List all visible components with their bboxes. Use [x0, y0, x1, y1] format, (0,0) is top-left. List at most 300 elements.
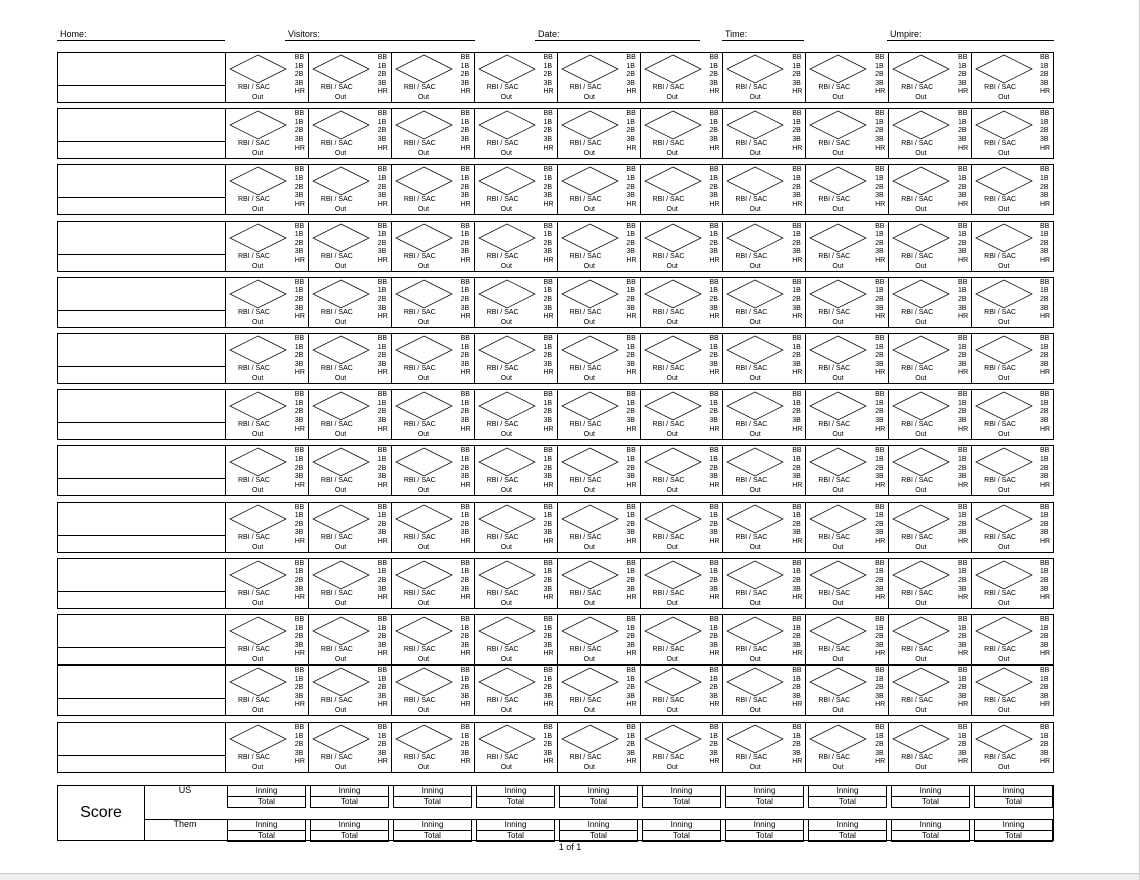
- hit-type-label[interactable]: BB: [377, 616, 388, 623]
- hit-type-label[interactable]: 1B: [294, 624, 304, 632]
- hit-type-label[interactable]: 3B: [875, 585, 884, 593]
- hit-type-label[interactable]: 1B: [294, 568, 304, 576]
- hit-type-label[interactable]: BB: [709, 110, 719, 118]
- out-label[interactable]: Out: [583, 150, 595, 158]
- rbi-sac-label[interactable]: RBI / SAC: [901, 533, 934, 541]
- out-label[interactable]: Out: [832, 656, 844, 663]
- hit-type-label[interactable]: 2B: [958, 684, 967, 692]
- rbi-sac-label[interactable]: RBI / SAC: [652, 646, 685, 653]
- at-bat-cell[interactable]: [308, 389, 391, 440]
- out-label[interactable]: Out: [915, 206, 927, 214]
- hit-type-label[interactable]: HR: [1039, 425, 1051, 433]
- hit-type-label[interactable]: HR: [626, 481, 637, 489]
- hit-type-label[interactable]: 3B: [460, 473, 470, 481]
- hit-type-label[interactable]: 2B: [958, 576, 967, 584]
- out-label[interactable]: Out: [749, 262, 761, 270]
- rbi-sac-label[interactable]: RBI / SAC: [320, 646, 353, 653]
- hit-type-label[interactable]: 2B: [709, 576, 718, 584]
- hit-type-label[interactable]: HR: [543, 537, 554, 545]
- hit-type-label[interactable]: BB: [543, 166, 553, 174]
- hit-type-label[interactable]: 2B: [1039, 127, 1049, 135]
- hit-type-label[interactable]: HR: [460, 88, 471, 96]
- at-bat-cell[interactable]: [391, 389, 474, 440]
- out-label[interactable]: Out: [334, 262, 347, 270]
- out-label[interactable]: Out: [252, 764, 264, 771]
- hit-type-label[interactable]: HR: [460, 256, 471, 264]
- hit-type-label[interactable]: 2B: [626, 127, 635, 135]
- hit-type-label[interactable]: BB: [958, 222, 968, 230]
- hit-type-label[interactable]: 1B: [875, 455, 884, 463]
- hit-type-label[interactable]: 3B: [294, 248, 304, 256]
- hit-type-label[interactable]: 3B: [626, 585, 635, 593]
- hit-type-label[interactable]: 2B: [626, 633, 635, 641]
- rbi-sac-label[interactable]: RBI / SAC: [486, 421, 519, 429]
- at-bat-cell[interactable]: [640, 722, 723, 773]
- hit-type-label[interactable]: 3B: [958, 360, 967, 368]
- rbi-sac-label[interactable]: RBI / SAC: [818, 646, 851, 653]
- hit-type-label[interactable]: 3B: [626, 529, 635, 537]
- hit-type-label[interactable]: 3B: [543, 135, 553, 143]
- rbi-sac-label[interactable]: RBI / SAC: [569, 754, 602, 761]
- rbi-sac-label[interactable]: RBI / SAC: [818, 308, 851, 316]
- out-label[interactable]: Out: [583, 206, 595, 214]
- hit-type-label[interactable]: 2B: [875, 127, 884, 135]
- out-label[interactable]: Out: [252, 206, 264, 214]
- hit-type-label[interactable]: 2B: [792, 633, 801, 641]
- hit-type-label[interactable]: HR: [377, 88, 388, 96]
- out-label[interactable]: Out: [252, 94, 264, 101]
- hit-type-label[interactable]: BB: [460, 391, 470, 399]
- hit-type-label[interactable]: BB: [543, 278, 553, 286]
- score-box[interactable]: [310, 819, 389, 841]
- hit-type-label[interactable]: 1B: [377, 455, 387, 463]
- hit-type-label[interactable]: 3B: [294, 135, 304, 143]
- out-label[interactable]: Out: [417, 262, 430, 270]
- hit-type-label[interactable]: BB: [377, 110, 388, 118]
- hit-type-label[interactable]: BB: [377, 667, 388, 674]
- hit-type-label[interactable]: HR: [709, 594, 720, 602]
- out-label[interactable]: Out: [500, 150, 513, 158]
- hit-type-label[interactable]: HR: [709, 701, 720, 709]
- out-label[interactable]: Out: [749, 431, 761, 439]
- hit-type-label[interactable]: HR: [1039, 594, 1051, 602]
- rbi-sac-label[interactable]: RBI / SAC: [818, 697, 851, 704]
- hit-type-label[interactable]: BB: [1039, 503, 1050, 511]
- rbi-sac-label[interactable]: RBI / SAC: [652, 697, 685, 704]
- hit-type-label[interactable]: 2B: [709, 408, 718, 416]
- out-label[interactable]: Out: [998, 656, 1010, 663]
- hit-type-label[interactable]: 2B: [460, 127, 470, 135]
- hit-type-label[interactable]: HR: [294, 594, 305, 602]
- hit-type-label[interactable]: 3B: [958, 304, 967, 312]
- hit-type-label[interactable]: BB: [377, 391, 388, 399]
- hit-type-label[interactable]: 2B: [626, 520, 635, 528]
- out-label[interactable]: Out: [252, 150, 264, 158]
- hit-type-label[interactable]: 1B: [294, 174, 304, 182]
- hit-type-label[interactable]: 2B: [460, 684, 470, 692]
- at-bat-cell[interactable]: [888, 614, 971, 665]
- hit-type-label[interactable]: 1B: [875, 512, 884, 520]
- out-label[interactable]: Out: [583, 431, 595, 439]
- hit-type-label[interactable]: 3B: [377, 473, 387, 481]
- hit-type-label[interactable]: 2B: [626, 295, 635, 303]
- rbi-sac-label[interactable]: RBI / SAC: [486, 84, 519, 91]
- hit-type-label[interactable]: HR: [626, 701, 637, 709]
- at-bat-cell[interactable]: [474, 108, 557, 159]
- hit-type-label[interactable]: 3B: [294, 473, 304, 481]
- hit-type-label[interactable]: 3B: [460, 79, 470, 87]
- rbi-sac-label[interactable]: RBI / SAC: [403, 421, 436, 429]
- rbi-sac-label[interactable]: RBI / SAC: [320, 421, 353, 429]
- hit-type-label[interactable]: 1B: [460, 512, 470, 520]
- hit-type-label[interactable]: 3B: [626, 135, 635, 143]
- hit-type-label[interactable]: HR: [543, 144, 554, 152]
- out-label[interactable]: Out: [666, 262, 678, 270]
- at-bat-cell[interactable]: [722, 614, 805, 665]
- rbi-sac-label[interactable]: RBI / SAC: [984, 196, 1017, 204]
- hit-type-label[interactable]: HR: [294, 758, 305, 766]
- score-box[interactable]: [974, 819, 1053, 841]
- hit-type-label[interactable]: 2B: [543, 408, 553, 416]
- at-bat-cell[interactable]: [557, 52, 640, 103]
- out-label[interactable]: Out: [417, 707, 430, 714]
- hit-type-label[interactable]: HR: [709, 369, 720, 377]
- hit-type-label[interactable]: HR: [1039, 200, 1051, 208]
- rbi-sac-label[interactable]: RBI / SAC: [403, 477, 436, 485]
- rbi-sac-label[interactable]: RBI / SAC: [486, 589, 519, 597]
- hit-type-label[interactable]: BB: [543, 391, 553, 399]
- hit-type-label[interactable]: 2B: [958, 127, 967, 135]
- out-label[interactable]: Out: [500, 94, 513, 101]
- at-bat-cell[interactable]: [225, 722, 308, 773]
- hit-type-label[interactable]: 2B: [709, 71, 718, 79]
- at-bat-cell[interactable]: [474, 277, 557, 328]
- hit-type-label[interactable]: 1B: [543, 512, 553, 520]
- out-label[interactable]: Out: [666, 656, 678, 663]
- hit-type-label[interactable]: 1B: [377, 732, 387, 740]
- hit-type-label[interactable]: HR: [294, 369, 305, 377]
- hit-type-label[interactable]: 3B: [460, 304, 470, 312]
- at-bat-cell[interactable]: [474, 722, 557, 773]
- hit-type-label[interactable]: 2B: [1039, 71, 1049, 79]
- rbi-sac-label[interactable]: RBI / SAC: [320, 252, 353, 260]
- rbi-sac-label[interactable]: RBI / SAC: [486, 533, 519, 541]
- hit-type-label[interactable]: 3B: [792, 529, 801, 537]
- hit-type-label[interactable]: 1B: [543, 118, 553, 126]
- hit-type-label[interactable]: HR: [377, 650, 388, 658]
- hit-type-label[interactable]: BB: [875, 222, 885, 230]
- hit-type-label[interactable]: BB: [1039, 278, 1050, 286]
- at-bat-cell[interactable]: [474, 333, 557, 384]
- at-bat-cell[interactable]: [722, 558, 805, 609]
- at-bat-cell[interactable]: [474, 502, 557, 553]
- hit-type-label[interactable]: 3B: [1039, 749, 1049, 757]
- hit-type-label[interactable]: 2B: [709, 352, 718, 360]
- rbi-sac-label[interactable]: RBI / SAC: [984, 140, 1017, 148]
- at-bat-cell[interactable]: [557, 108, 640, 159]
- hit-type-label[interactable]: HR: [460, 200, 471, 208]
- hit-type-label[interactable]: HR: [958, 481, 969, 489]
- out-label[interactable]: Out: [749, 543, 761, 551]
- out-label[interactable]: Out: [832, 487, 844, 495]
- hit-type-label[interactable]: BB: [1039, 559, 1050, 567]
- hit-type-label[interactable]: 1B: [294, 399, 304, 407]
- rbi-sac-label[interactable]: RBI / SAC: [901, 252, 934, 260]
- hit-type-label[interactable]: 2B: [377, 684, 387, 692]
- hit-type-label[interactable]: HR: [377, 200, 388, 208]
- hit-type-label[interactable]: 2B: [1039, 576, 1049, 584]
- rbi-sac-label[interactable]: RBI / SAC: [238, 308, 270, 316]
- at-bat-cell[interactable]: [805, 445, 888, 496]
- hit-type-label[interactable]: HR: [709, 650, 720, 658]
- hit-type-label[interactable]: 1B: [1039, 732, 1049, 740]
- hit-type-label[interactable]: 2B: [792, 741, 801, 749]
- hit-type-label[interactable]: 2B: [626, 408, 635, 416]
- hit-type-label[interactable]: 2B: [1039, 239, 1049, 247]
- hit-type-label[interactable]: BB: [626, 724, 636, 731]
- hit-type-label[interactable]: 1B: [958, 455, 967, 463]
- rbi-sac-label[interactable]: RBI / SAC: [818, 533, 851, 541]
- hit-type-label[interactable]: BB: [792, 278, 802, 286]
- score-box[interactable]: [891, 785, 970, 807]
- hit-type-label[interactable]: 1B: [792, 455, 801, 463]
- hit-type-label[interactable]: HR: [626, 88, 637, 96]
- out-label[interactable]: Out: [417, 94, 430, 101]
- rbi-sac-label[interactable]: RBI / SAC: [569, 421, 602, 429]
- at-bat-cell[interactable]: [391, 277, 474, 328]
- hit-type-label[interactable]: 1B: [626, 343, 635, 351]
- hit-type-label[interactable]: 3B: [958, 79, 967, 87]
- rbi-sac-label[interactable]: RBI / SAC: [652, 533, 685, 541]
- out-label[interactable]: Out: [252, 656, 264, 663]
- score-box[interactable]: [642, 819, 721, 841]
- hit-type-label[interactable]: 3B: [543, 749, 553, 757]
- hit-type-label[interactable]: 1B: [626, 62, 635, 70]
- rbi-sac-label[interactable]: RBI / SAC: [984, 421, 1017, 429]
- hit-type-label[interactable]: 2B: [460, 464, 470, 472]
- hit-type-label[interactable]: HR: [626, 313, 637, 321]
- hit-type-label[interactable]: HR: [460, 701, 471, 709]
- batter-name-box[interactable]: [57, 333, 225, 384]
- rbi-sac-label[interactable]: RBI / SAC: [403, 196, 436, 204]
- home-field[interactable]: [57, 29, 225, 41]
- out-label[interactable]: Out: [417, 656, 430, 663]
- score-box[interactable]: [227, 785, 306, 807]
- rbi-sac-label[interactable]: RBI / SAC: [735, 589, 768, 597]
- hit-type-label[interactable]: 3B: [958, 473, 967, 481]
- hit-type-label[interactable]: 1B: [709, 568, 718, 576]
- hit-type-label[interactable]: 1B: [958, 399, 967, 407]
- hit-type-label[interactable]: HR: [958, 313, 969, 321]
- hit-type-label[interactable]: 1B: [875, 287, 884, 295]
- rbi-sac-label[interactable]: RBI / SAC: [984, 84, 1017, 91]
- hit-type-label[interactable]: HR: [626, 144, 637, 152]
- hit-type-label[interactable]: BB: [460, 166, 470, 174]
- at-bat-cell[interactable]: [722, 502, 805, 553]
- rbi-sac-label[interactable]: RBI / SAC: [901, 697, 934, 704]
- rbi-sac-label[interactable]: RBI / SAC: [569, 196, 602, 204]
- at-bat-cell[interactable]: [308, 52, 391, 103]
- rbi-sac-label[interactable]: RBI / SAC: [735, 754, 768, 761]
- hit-type-label[interactable]: HR: [377, 369, 388, 377]
- out-label[interactable]: Out: [666, 543, 678, 551]
- hit-type-label[interactable]: 1B: [709, 118, 718, 126]
- out-label[interactable]: Out: [998, 487, 1010, 495]
- hit-type-label[interactable]: 3B: [294, 641, 304, 649]
- hit-type-label[interactable]: 1B: [543, 568, 553, 576]
- hit-type-label[interactable]: 3B: [294, 192, 304, 200]
- hit-type-label[interactable]: HR: [958, 758, 969, 766]
- batter-name-box[interactable]: [57, 108, 225, 159]
- hit-type-label[interactable]: 2B: [626, 684, 635, 692]
- hit-type-label[interactable]: 1B: [1039, 399, 1049, 407]
- hit-type-label[interactable]: 2B: [543, 71, 553, 79]
- hit-type-label[interactable]: HR: [1039, 481, 1051, 489]
- at-bat-cell[interactable]: [888, 389, 971, 440]
- out-label[interactable]: Out: [749, 487, 761, 495]
- hit-type-label[interactable]: HR: [543, 758, 554, 766]
- hit-type-label[interactable]: 2B: [709, 127, 718, 135]
- hit-type-label[interactable]: 1B: [460, 174, 470, 182]
- hit-type-label[interactable]: 3B: [875, 135, 884, 143]
- hit-type-label[interactable]: 1B: [460, 62, 470, 70]
- out-label[interactable]: Out: [915, 94, 927, 101]
- rbi-sac-label[interactable]: RBI / SAC: [320, 754, 353, 761]
- hit-type-label[interactable]: HR: [377, 481, 388, 489]
- hit-type-label[interactable]: BB: [1039, 447, 1050, 455]
- hit-type-label[interactable]: 3B: [1039, 416, 1049, 424]
- rbi-sac-label[interactable]: RBI / SAC: [486, 252, 519, 260]
- hit-type-label[interactable]: 2B: [792, 408, 801, 416]
- hit-type-label[interactable]: BB: [626, 54, 636, 61]
- out-label[interactable]: Out: [998, 94, 1010, 101]
- hit-type-label[interactable]: 2B: [958, 741, 967, 749]
- hit-type-label[interactable]: 1B: [792, 174, 801, 182]
- hit-type-label[interactable]: 1B: [875, 675, 884, 683]
- hit-type-label[interactable]: BB: [709, 724, 719, 731]
- hit-type-label[interactable]: BB: [792, 222, 802, 230]
- hit-type-label[interactable]: 2B: [958, 71, 967, 79]
- rbi-sac-label[interactable]: RBI / SAC: [984, 308, 1017, 316]
- at-bat-cell[interactable]: [805, 389, 888, 440]
- out-label[interactable]: Out: [334, 318, 347, 326]
- hit-type-label[interactable]: HR: [792, 594, 803, 602]
- hit-type-label[interactable]: 1B: [958, 568, 967, 576]
- hit-type-label[interactable]: BB: [875, 503, 885, 511]
- hit-type-label[interactable]: 1B: [792, 624, 801, 632]
- hit-type-label[interactable]: 1B: [626, 455, 635, 463]
- rbi-sac-label[interactable]: RBI / SAC: [735, 308, 768, 316]
- hit-type-label[interactable]: 3B: [709, 192, 718, 200]
- hit-type-label[interactable]: 2B: [1039, 295, 1049, 303]
- rbi-sac-label[interactable]: RBI / SAC: [320, 477, 353, 485]
- hit-type-label[interactable]: BB: [294, 278, 305, 286]
- out-label[interactable]: Out: [832, 206, 844, 214]
- batter-name-box[interactable]: [57, 614, 225, 665]
- hit-type-label[interactable]: 3B: [626, 749, 635, 757]
- rbi-sac-label[interactable]: RBI / SAC: [901, 589, 934, 597]
- at-bat-cell[interactable]: [722, 722, 805, 773]
- hit-type-label[interactable]: 3B: [543, 248, 553, 256]
- hit-type-label[interactable]: BB: [875, 559, 885, 567]
- hit-type-label[interactable]: 3B: [709, 304, 718, 312]
- hit-type-label[interactable]: BB: [543, 54, 553, 61]
- hit-type-label[interactable]: 2B: [1039, 520, 1049, 528]
- rbi-sac-label[interactable]: RBI / SAC: [486, 365, 519, 372]
- hit-type-label[interactable]: 1B: [377, 287, 387, 295]
- hit-type-label[interactable]: 2B: [958, 295, 967, 303]
- out-label[interactable]: Out: [252, 318, 264, 326]
- hit-type-label[interactable]: BB: [294, 447, 305, 455]
- hit-type-label[interactable]: BB: [377, 166, 388, 174]
- hit-type-label[interactable]: 3B: [377, 135, 387, 143]
- at-bat-cell[interactable]: [971, 614, 1054, 665]
- hit-type-label[interactable]: BB: [460, 54, 470, 61]
- hit-type-label[interactable]: BB: [543, 616, 553, 623]
- hit-type-label[interactable]: 3B: [792, 79, 801, 87]
- at-bat-cell[interactable]: [971, 445, 1054, 496]
- at-bat-cell[interactable]: [391, 221, 474, 272]
- hit-type-label[interactable]: 1B: [377, 343, 387, 351]
- rbi-sac-label[interactable]: RBI / SAC: [486, 477, 519, 485]
- hit-type-label[interactable]: BB: [626, 110, 636, 118]
- hit-type-label[interactable]: BB: [1039, 724, 1050, 731]
- hit-type-label[interactable]: 3B: [958, 248, 967, 256]
- hit-type-label[interactable]: BB: [709, 559, 719, 567]
- hit-type-label[interactable]: BB: [543, 335, 553, 342]
- hit-type-label[interactable]: BB: [294, 222, 305, 230]
- hit-type-label[interactable]: 1B: [543, 231, 553, 239]
- hit-type-label[interactable]: 3B: [792, 585, 801, 593]
- hit-type-label[interactable]: 3B: [460, 192, 470, 200]
- hit-type-label[interactable]: 3B: [294, 416, 304, 424]
- hit-type-label[interactable]: HR: [875, 701, 886, 709]
- at-bat-cell[interactable]: [308, 558, 391, 609]
- hit-type-label[interactable]: 2B: [377, 520, 387, 528]
- rbi-sac-label[interactable]: RBI / SAC: [569, 477, 602, 485]
- hit-type-label[interactable]: BB: [626, 335, 636, 342]
- out-label[interactable]: Out: [998, 764, 1010, 771]
- out-label[interactable]: Out: [417, 431, 430, 439]
- hit-type-label[interactable]: 1B: [709, 624, 718, 632]
- rbi-sac-label[interactable]: RBI / SAC: [238, 196, 270, 204]
- hit-type-label[interactable]: 1B: [460, 287, 470, 295]
- hit-type-label[interactable]: 3B: [792, 192, 801, 200]
- score-box[interactable]: [393, 785, 472, 807]
- rbi-sac-label[interactable]: RBI / SAC: [901, 196, 934, 204]
- hit-type-label[interactable]: 2B: [875, 464, 884, 472]
- rbi-sac-label[interactable]: RBI / SAC: [569, 84, 602, 91]
- out-label[interactable]: Out: [749, 206, 761, 214]
- hit-type-label[interactable]: BB: [958, 447, 968, 455]
- hit-type-label[interactable]: 2B: [875, 633, 884, 641]
- rbi-sac-label[interactable]: RBI / SAC: [403, 589, 436, 597]
- hit-type-label[interactable]: 2B: [294, 520, 304, 528]
- hit-type-label[interactable]: 3B: [958, 529, 967, 537]
- rbi-sac-label[interactable]: RBI / SAC: [486, 140, 519, 148]
- at-bat-cell[interactable]: [474, 389, 557, 440]
- hit-type-label[interactable]: 1B: [377, 62, 387, 70]
- at-bat-cell[interactable]: [391, 558, 474, 609]
- rbi-sac-label[interactable]: RBI / SAC: [901, 308, 934, 316]
- hit-type-label[interactable]: BB: [377, 503, 388, 511]
- rbi-sac-label[interactable]: RBI / SAC: [735, 421, 768, 429]
- at-bat-cell[interactable]: [805, 52, 888, 103]
- hit-type-label[interactable]: 3B: [543, 641, 553, 649]
- out-label[interactable]: Out: [666, 375, 678, 382]
- rbi-sac-label[interactable]: RBI / SAC: [403, 754, 436, 761]
- out-label[interactable]: Out: [749, 656, 761, 663]
